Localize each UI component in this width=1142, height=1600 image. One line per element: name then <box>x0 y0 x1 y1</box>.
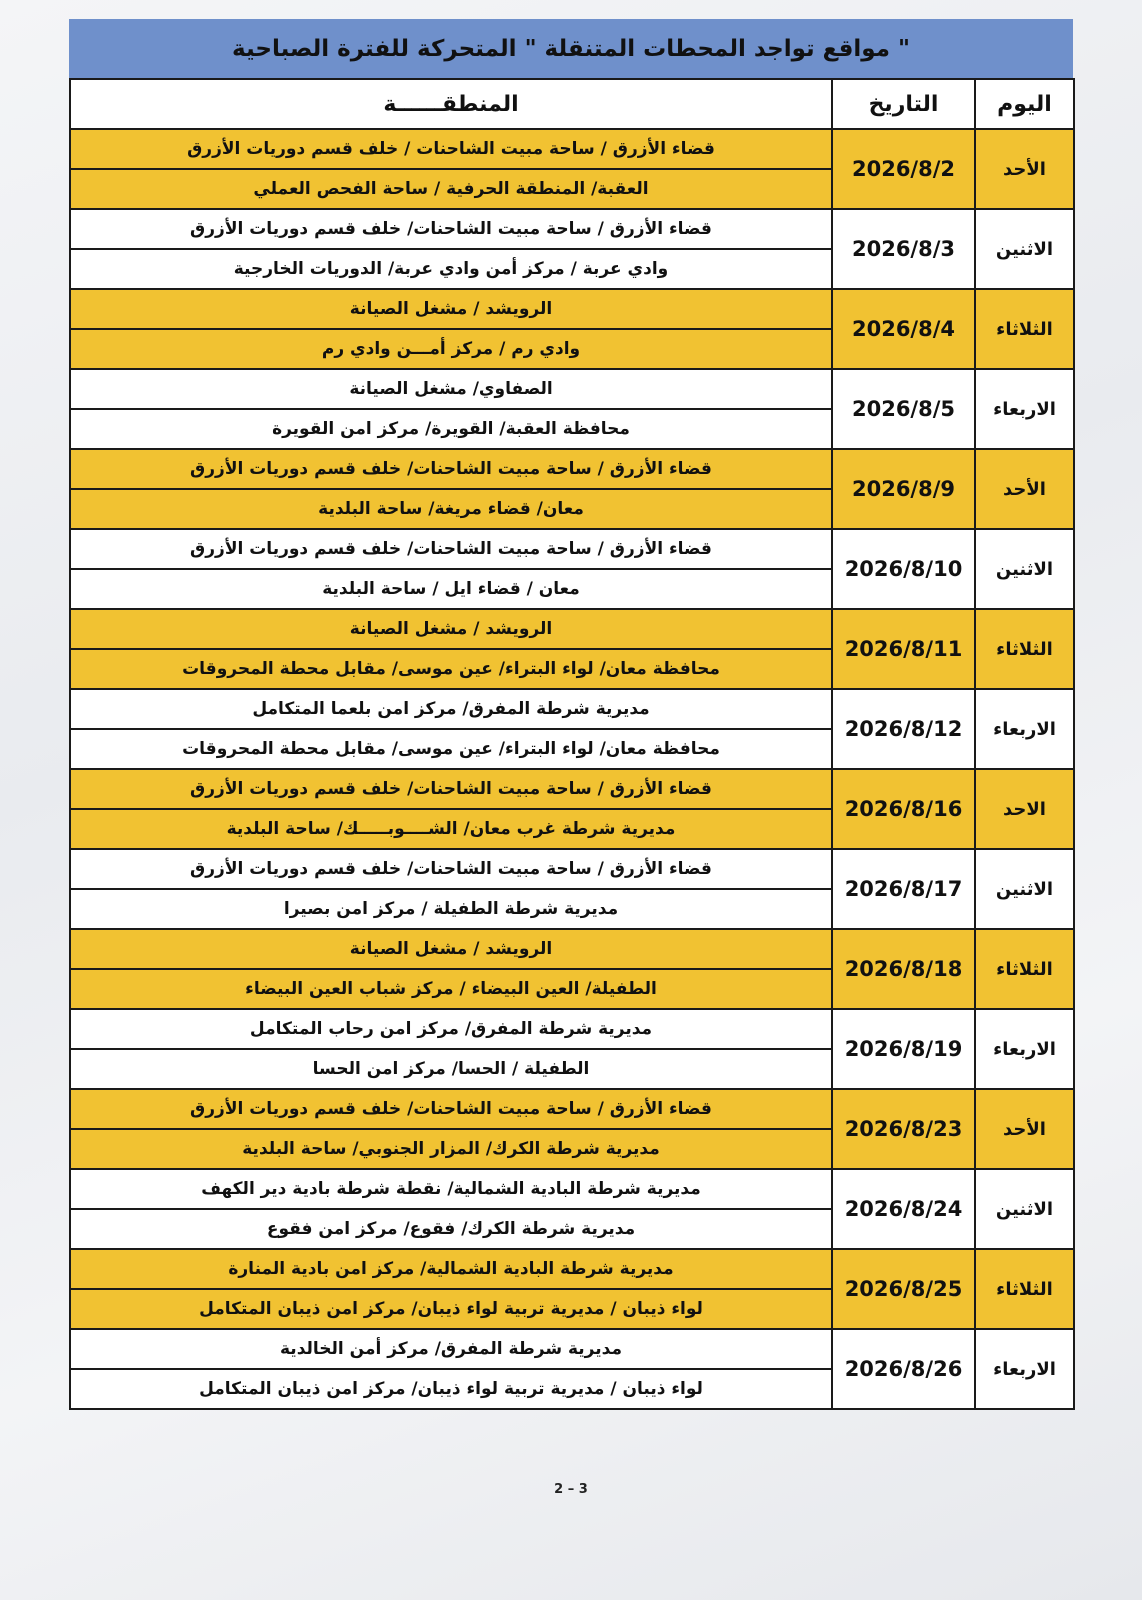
table-row <box>70 929 1074 969</box>
table-row <box>70 1089 1074 1129</box>
day-cell: الثلاثاء <box>975 929 1074 1009</box>
date-cell: 2026/8/17 <box>832 849 975 929</box>
area-cell: الرويشد / مشغل الصيانة <box>70 929 832 969</box>
header-day: اليوم <box>975 79 1074 129</box>
page-number: 2 – 3 <box>554 1482 588 1497</box>
area-cell: مديرية شرطة البادية الشمالية/ مركز امن بادية المنارة <box>70 1249 832 1289</box>
day-cell: الاربعاء <box>975 689 1074 769</box>
date-cell: 2026/8/3 <box>832 209 975 289</box>
date-cell: 2026/8/18 <box>832 929 975 1009</box>
area-cell: قضاء الأزرق / ساحة مبيت الشاحنات/ خلف قسم دوريات الأزرق <box>70 449 832 489</box>
day-cell: الاثنين <box>975 529 1074 609</box>
date-cell: 2026/8/24 <box>832 1169 975 1249</box>
table-row <box>70 289 1074 329</box>
area-cell: لواء ذيبان / مديرية تربية لواء ذيبان/ مركز امن ذيبان المتكامل <box>70 1289 832 1329</box>
schedule-sheet <box>69 19 1073 1410</box>
area-cell: قضاء الأزرق / ساحة مبيت الشاحنات/ خلف قسم دوريات الأزرق <box>70 769 832 809</box>
day-cell: الأحد <box>975 129 1074 209</box>
date-cell: 2026/8/25 <box>832 1249 975 1329</box>
header-row <box>70 79 1074 129</box>
table-row <box>70 369 1074 409</box>
area-cell: الطفيلة / الحسا/ مركز امن الحسا <box>70 1049 832 1089</box>
area-cell: محافظة العقبة/ القويرة/ مركز امن القويرة <box>70 409 832 449</box>
table-row <box>70 209 1074 249</box>
table-row <box>70 849 1074 889</box>
day-cell: الاثنين <box>975 209 1074 289</box>
area-cell: الطفيلة/ العين البيضاء / مركز شباب العين البيضاء <box>70 969 832 1009</box>
area-cell: وادي رم / مركز أمـــن وادي رم <box>70 329 832 369</box>
area-cell: محافظة معان/ لواء البتراء/ عين موسى/ مقابل محطة المحروقات <box>70 649 832 689</box>
area-cell: قضاء الأزرق / ساحة مبيت الشاحنات/ خلف قسم دوريات الأزرق <box>70 849 832 889</box>
header-date: التاريخ <box>832 79 975 129</box>
table-row <box>70 129 1074 169</box>
area-cell: الرويشد / مشغل الصيانة <box>70 289 832 329</box>
table-row <box>70 1009 1074 1049</box>
area-cell: مديرية شرطة غرب معان/ الشــــوبـــــك/ ساحة البلدية <box>70 809 832 849</box>
area-cell: مديرية شرطة المفرق/ مركز امن بلعما المتكامل <box>70 689 832 729</box>
area-cell: مديرية شرطة البادية الشمالية/ نقطة شرطة بادية دير الكهف <box>70 1169 832 1209</box>
area-cell: معان / قضاء ايل / ساحة البلدية <box>70 569 832 609</box>
area-cell: قضاء الأزرق / ساحة مبيت الشاحنات/ خلف قسم دوريات الأزرق <box>70 529 832 569</box>
table-row <box>70 1329 1074 1369</box>
table-row <box>70 1249 1074 1289</box>
day-cell: الأحد <box>975 449 1074 529</box>
day-cell: الثلاثاء <box>975 609 1074 689</box>
area-cell: وادي عربة / مركز أمن وادي عربة/ الدوريات الخارجية <box>70 249 832 289</box>
date-cell: 2026/8/10 <box>832 529 975 609</box>
day-cell: الثلاثاء <box>975 1249 1074 1329</box>
area-cell: مديرية شرطة الكرك/ المزار الجنوبي/ ساحة البلدية <box>70 1129 832 1169</box>
table-row <box>70 449 1074 489</box>
table-row <box>70 1169 1074 1209</box>
area-cell: مديرية شرطة المفرق/ مركز أمن الخالدية <box>70 1329 832 1369</box>
day-cell: الأحد <box>975 1089 1074 1169</box>
day-cell: الاحد <box>975 769 1074 849</box>
page-title: مواقع تواجد المحطات المتنقلة " المتحركة للفترة الصباحية " <box>69 19 1073 78</box>
table-row <box>70 769 1074 809</box>
date-cell: 2026/8/12 <box>832 689 975 769</box>
area-cell: مديرية شرطة الكرك/ فقوع/ مركز امن فقوع <box>70 1209 832 1249</box>
date-cell: 2026/8/2 <box>832 129 975 209</box>
date-cell: 2026/8/16 <box>832 769 975 849</box>
area-cell: قضاء الأزرق / ساحة مبيت الشاحنات/ خلف قسم دوريات الأزرق <box>70 209 832 249</box>
schedule-table <box>69 78 1075 1410</box>
date-cell: 2026/8/5 <box>832 369 975 449</box>
day-cell: الاثنين <box>975 1169 1074 1249</box>
table-row <box>70 689 1074 729</box>
schedule-body <box>70 129 1074 1409</box>
day-cell: الثلاثاء <box>975 289 1074 369</box>
day-cell: الاربعاء <box>975 1009 1074 1089</box>
area-cell: معان/ قضاء مريغة/ ساحة البلدية <box>70 489 832 529</box>
date-cell: 2026/8/23 <box>832 1089 975 1169</box>
date-cell: 2026/8/4 <box>832 289 975 369</box>
area-cell: لواء ذيبان / مديرية تربية لواء ذيبان/ مركز امن ذيبان المتكامل <box>70 1369 832 1409</box>
area-cell: الصفاوي/ مشغل الصيانة <box>70 369 832 409</box>
date-cell: 2026/8/9 <box>832 449 975 529</box>
header-area: المنطقــــــة <box>70 79 832 129</box>
day-cell: الاربعاء <box>975 1329 1074 1409</box>
date-cell: 2026/8/19 <box>832 1009 975 1089</box>
area-cell: الرويشد / مشغل الصيانة <box>70 609 832 649</box>
table-row <box>70 609 1074 649</box>
day-cell: الاثنين <box>975 849 1074 929</box>
area-cell: مديرية شرطة الطفيلة / مركز امن بصيرا <box>70 889 832 929</box>
day-cell: الاربعاء <box>975 369 1074 449</box>
area-cell: مديرية شرطة المفرق/ مركز امن رحاب المتكامل <box>70 1009 832 1049</box>
area-cell: قضاء الأزرق / ساحة مبيت الشاحنات/ خلف قسم دوريات الأزرق <box>70 1089 832 1129</box>
area-cell: محافظة معان/ لواء البتراء/ عين موسى/ مقابل محطة المحروقات <box>70 729 832 769</box>
date-cell: 2026/8/26 <box>832 1329 975 1409</box>
table-row <box>70 529 1074 569</box>
area-cell: العقبة/ المنطقة الحرفية / ساحة الفحص العملي <box>70 169 832 209</box>
area-cell: قضاء الأزرق / ساحة مبيت الشاحنات / خلف قسم دوريات الأزرق <box>70 129 832 169</box>
date-cell: 2026/8/11 <box>832 609 975 689</box>
